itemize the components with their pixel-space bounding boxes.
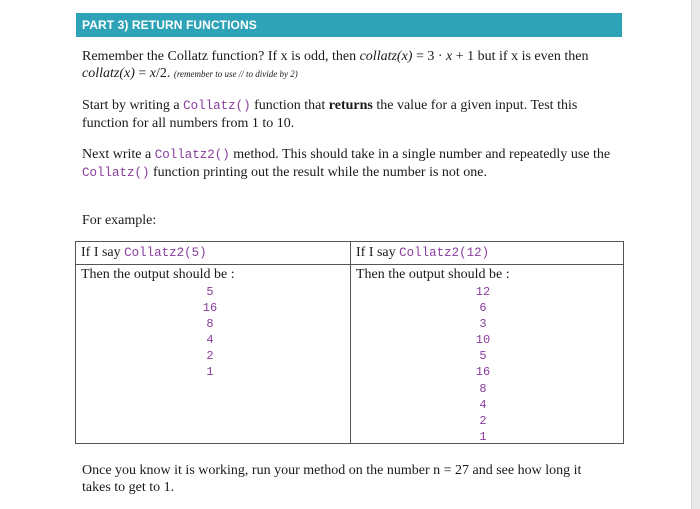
example-call: Collatz2(12) (399, 246, 490, 260)
output-value: 5 (206, 285, 214, 299)
output-value: 5 (479, 349, 487, 364)
output-value: 6 (479, 301, 487, 316)
returns-bold: returns (328, 98, 373, 113)
say-prefix: If I say (81, 245, 125, 260)
output-value: 16 (475, 365, 491, 380)
math-collatz-x-even: collatz(x) (82, 66, 135, 81)
output-value: 3 (479, 317, 487, 332)
output-value: 8 (206, 317, 214, 332)
definition-text-5: /2. (156, 66, 174, 81)
example-header-right (351, 242, 623, 265)
example-column-right (351, 242, 623, 443)
output-value: 2 (479, 413, 487, 428)
definition-text-4: = (134, 66, 150, 81)
output-value: 8 (479, 381, 487, 396)
code-collatz2: Collatz2() (154, 148, 230, 162)
task1-text-1: Start by writing a (82, 98, 184, 113)
say-prefix: If I say (356, 245, 400, 260)
code-collatz-call: Collatz() (82, 166, 150, 180)
definition-text-3: + 1 but if x is even then (452, 49, 589, 64)
output-label: Then the output should be : (356, 267, 510, 282)
code-collatz: Collatz() (183, 99, 251, 113)
section-header: PART 3) RETURN FUNCTIONS (76, 13, 622, 37)
page-edge (691, 0, 700, 509)
output-list (453, 284, 513, 445)
math-x: x (446, 49, 453, 64)
math-x-even: x (149, 66, 156, 81)
example-header-left (76, 242, 350, 265)
output-label: Then the output should be : (81, 267, 235, 282)
task2-text-2: method. This should take in a single number and repeatedly use the (229, 147, 611, 162)
definition-text-1: Remember the Collatz function? If x is odd, then (82, 49, 360, 64)
collatz-definition (82, 48, 612, 83)
output-value: 4 (206, 333, 214, 348)
task2-text-1: Next write a (82, 147, 155, 162)
output-value: 16 (202, 301, 218, 316)
example-column-left (76, 242, 351, 443)
task-collatz (82, 97, 612, 132)
example-call: Collatz2(5) (124, 246, 207, 260)
divide-note: (remember to use // to divide by 2) (173, 69, 298, 79)
output-value: 1 (479, 429, 487, 444)
example-table (75, 241, 624, 444)
final-instruction: Once you know it is working, run your method on the number n = 27 and see how long it takes to get to 1. (82, 463, 582, 495)
task-collatz2 (82, 146, 612, 182)
output-value: 4 (479, 397, 487, 412)
output-value: 1 (206, 365, 214, 380)
task2-text-3: function printing out the result while the number is not one. (149, 165, 488, 180)
output-list (180, 284, 240, 381)
output-value: 10 (475, 333, 491, 348)
output-value: 12 (475, 285, 491, 299)
definition-text-2: = 3 · (412, 49, 447, 64)
example-label: For example: (82, 213, 157, 228)
math-collatz-x: collatz(x) (359, 49, 413, 64)
task1-text-2: function that (250, 98, 329, 113)
output-value: 2 (206, 349, 214, 364)
task1-text-3: the value for a given input. Test this function for all numbers from 1 to 10. (82, 98, 578, 131)
